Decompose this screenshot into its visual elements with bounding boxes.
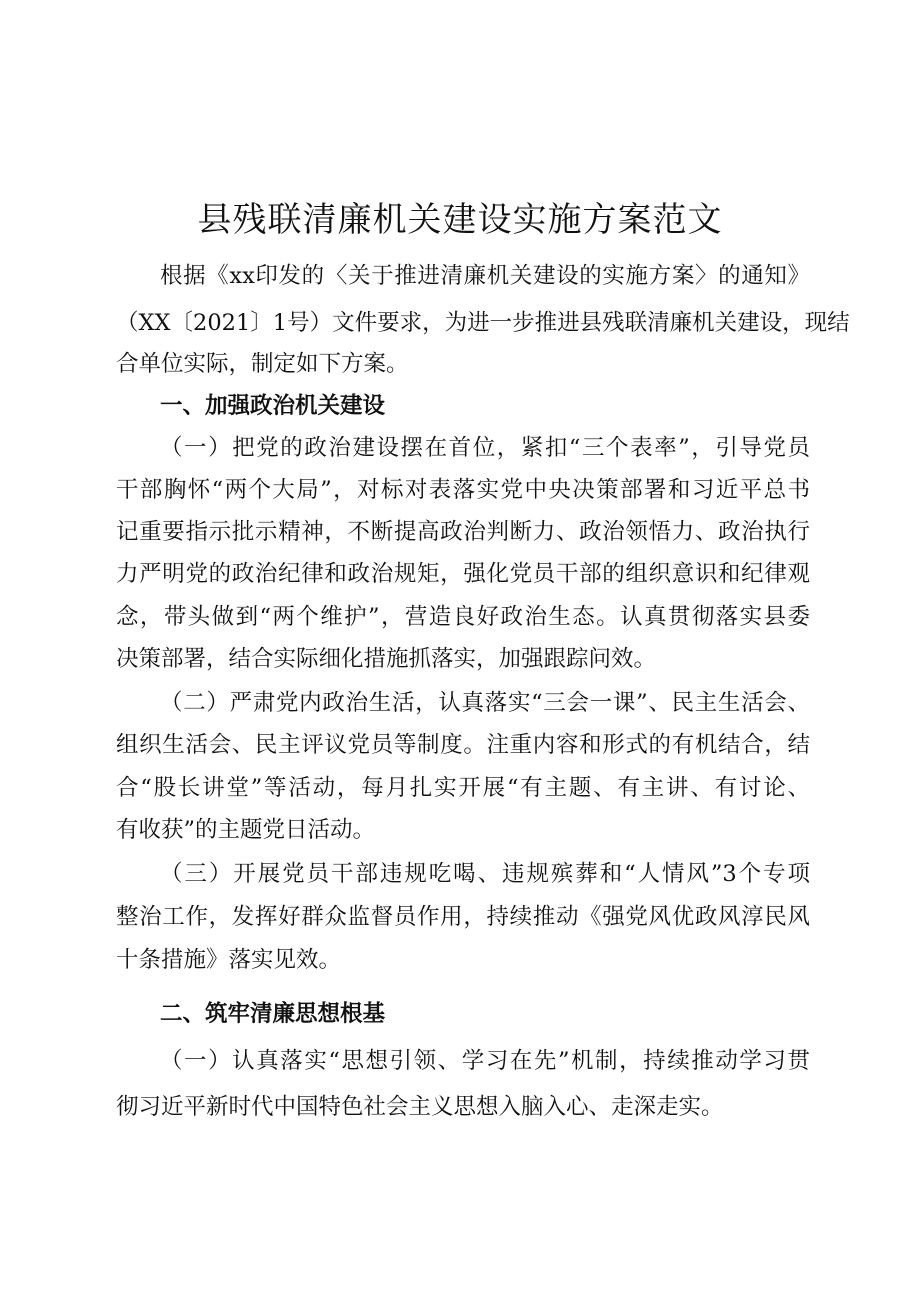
- intro-line-2: （XX〔2021〕1号）文件要求，为进一步推进县残联清廉机关建设，现结: [116, 310, 850, 336]
- s1-item3-line-1: （三）开展党员干部违规吃喝、违规殡葬和“人情风”3个专项: [160, 861, 810, 887]
- s1-item2-line-1: （二）严肃党内政治生活，认真落实“三会一课”、民主生活会、: [160, 690, 810, 716]
- s1-item1-line-2: 干部胸怀“两个大局”，对标对表落实党中央决策部署和习近平总书: [116, 477, 810, 503]
- s1-item1-line-4: 力严明党的政治纪律和政治规矩，强化党员干部的组织意识和纪律观: [116, 561, 810, 587]
- s1-item2-line-3: 合“股长讲堂”等活动，每月扎实开展“有主题、有主讲、有讨论、: [116, 775, 810, 801]
- s1-item1-line-5: 念，带头做到“两个维护”，营造良好政治生态。认真贯彻落实县委: [116, 604, 810, 630]
- section-2-heading: 二、筑牢清廉思想根基: [160, 1001, 386, 1027]
- s2-item1-line-1: （一）认真落实“思想引领、学习在先”机制，持续推动学习贯: [160, 1048, 810, 1074]
- intro-line-3: 合单位实际，制定如下方案。: [116, 351, 409, 377]
- s1-item1-line-1: （一）把党的政治建设摆在首位，紧扣“三个表率”，引导党员: [160, 435, 810, 461]
- s1-item2-line-4: 有收获”的主题党日活动。: [116, 817, 376, 843]
- s1-item3-line-3: 十条措施》落实见效。: [116, 947, 342, 973]
- s1-item3-line-2: 整治工作，发挥好群众监督员作用，持续推动《强党风优政风淳民风: [116, 904, 810, 930]
- s1-item1-line-6: 决策部署，结合实际细化措施抓落实，加强跟踪问效。: [116, 646, 657, 672]
- s1-item2-line-2: 组织生活会、民主评议党员等制度。注重内容和形式的有机结合，结: [116, 732, 810, 758]
- s2-item1-line-2: 彻习近平新时代中国特色社会主义思想入脑入心、走深走实。: [116, 1094, 724, 1120]
- intro-line-1: 根据《xx印发的〈关于推进清廉机关建设的实施方案〉的通知》: [160, 263, 810, 289]
- document-title: 县残联清廉机关建设实施方案范文: [197, 200, 723, 240]
- s1-item1-line-3: 记重要指示批示精神，不断提高政治判断力、政治领悟力、政治执行: [116, 519, 810, 545]
- section-1-heading: 一、加强政治机关建设: [160, 393, 386, 419]
